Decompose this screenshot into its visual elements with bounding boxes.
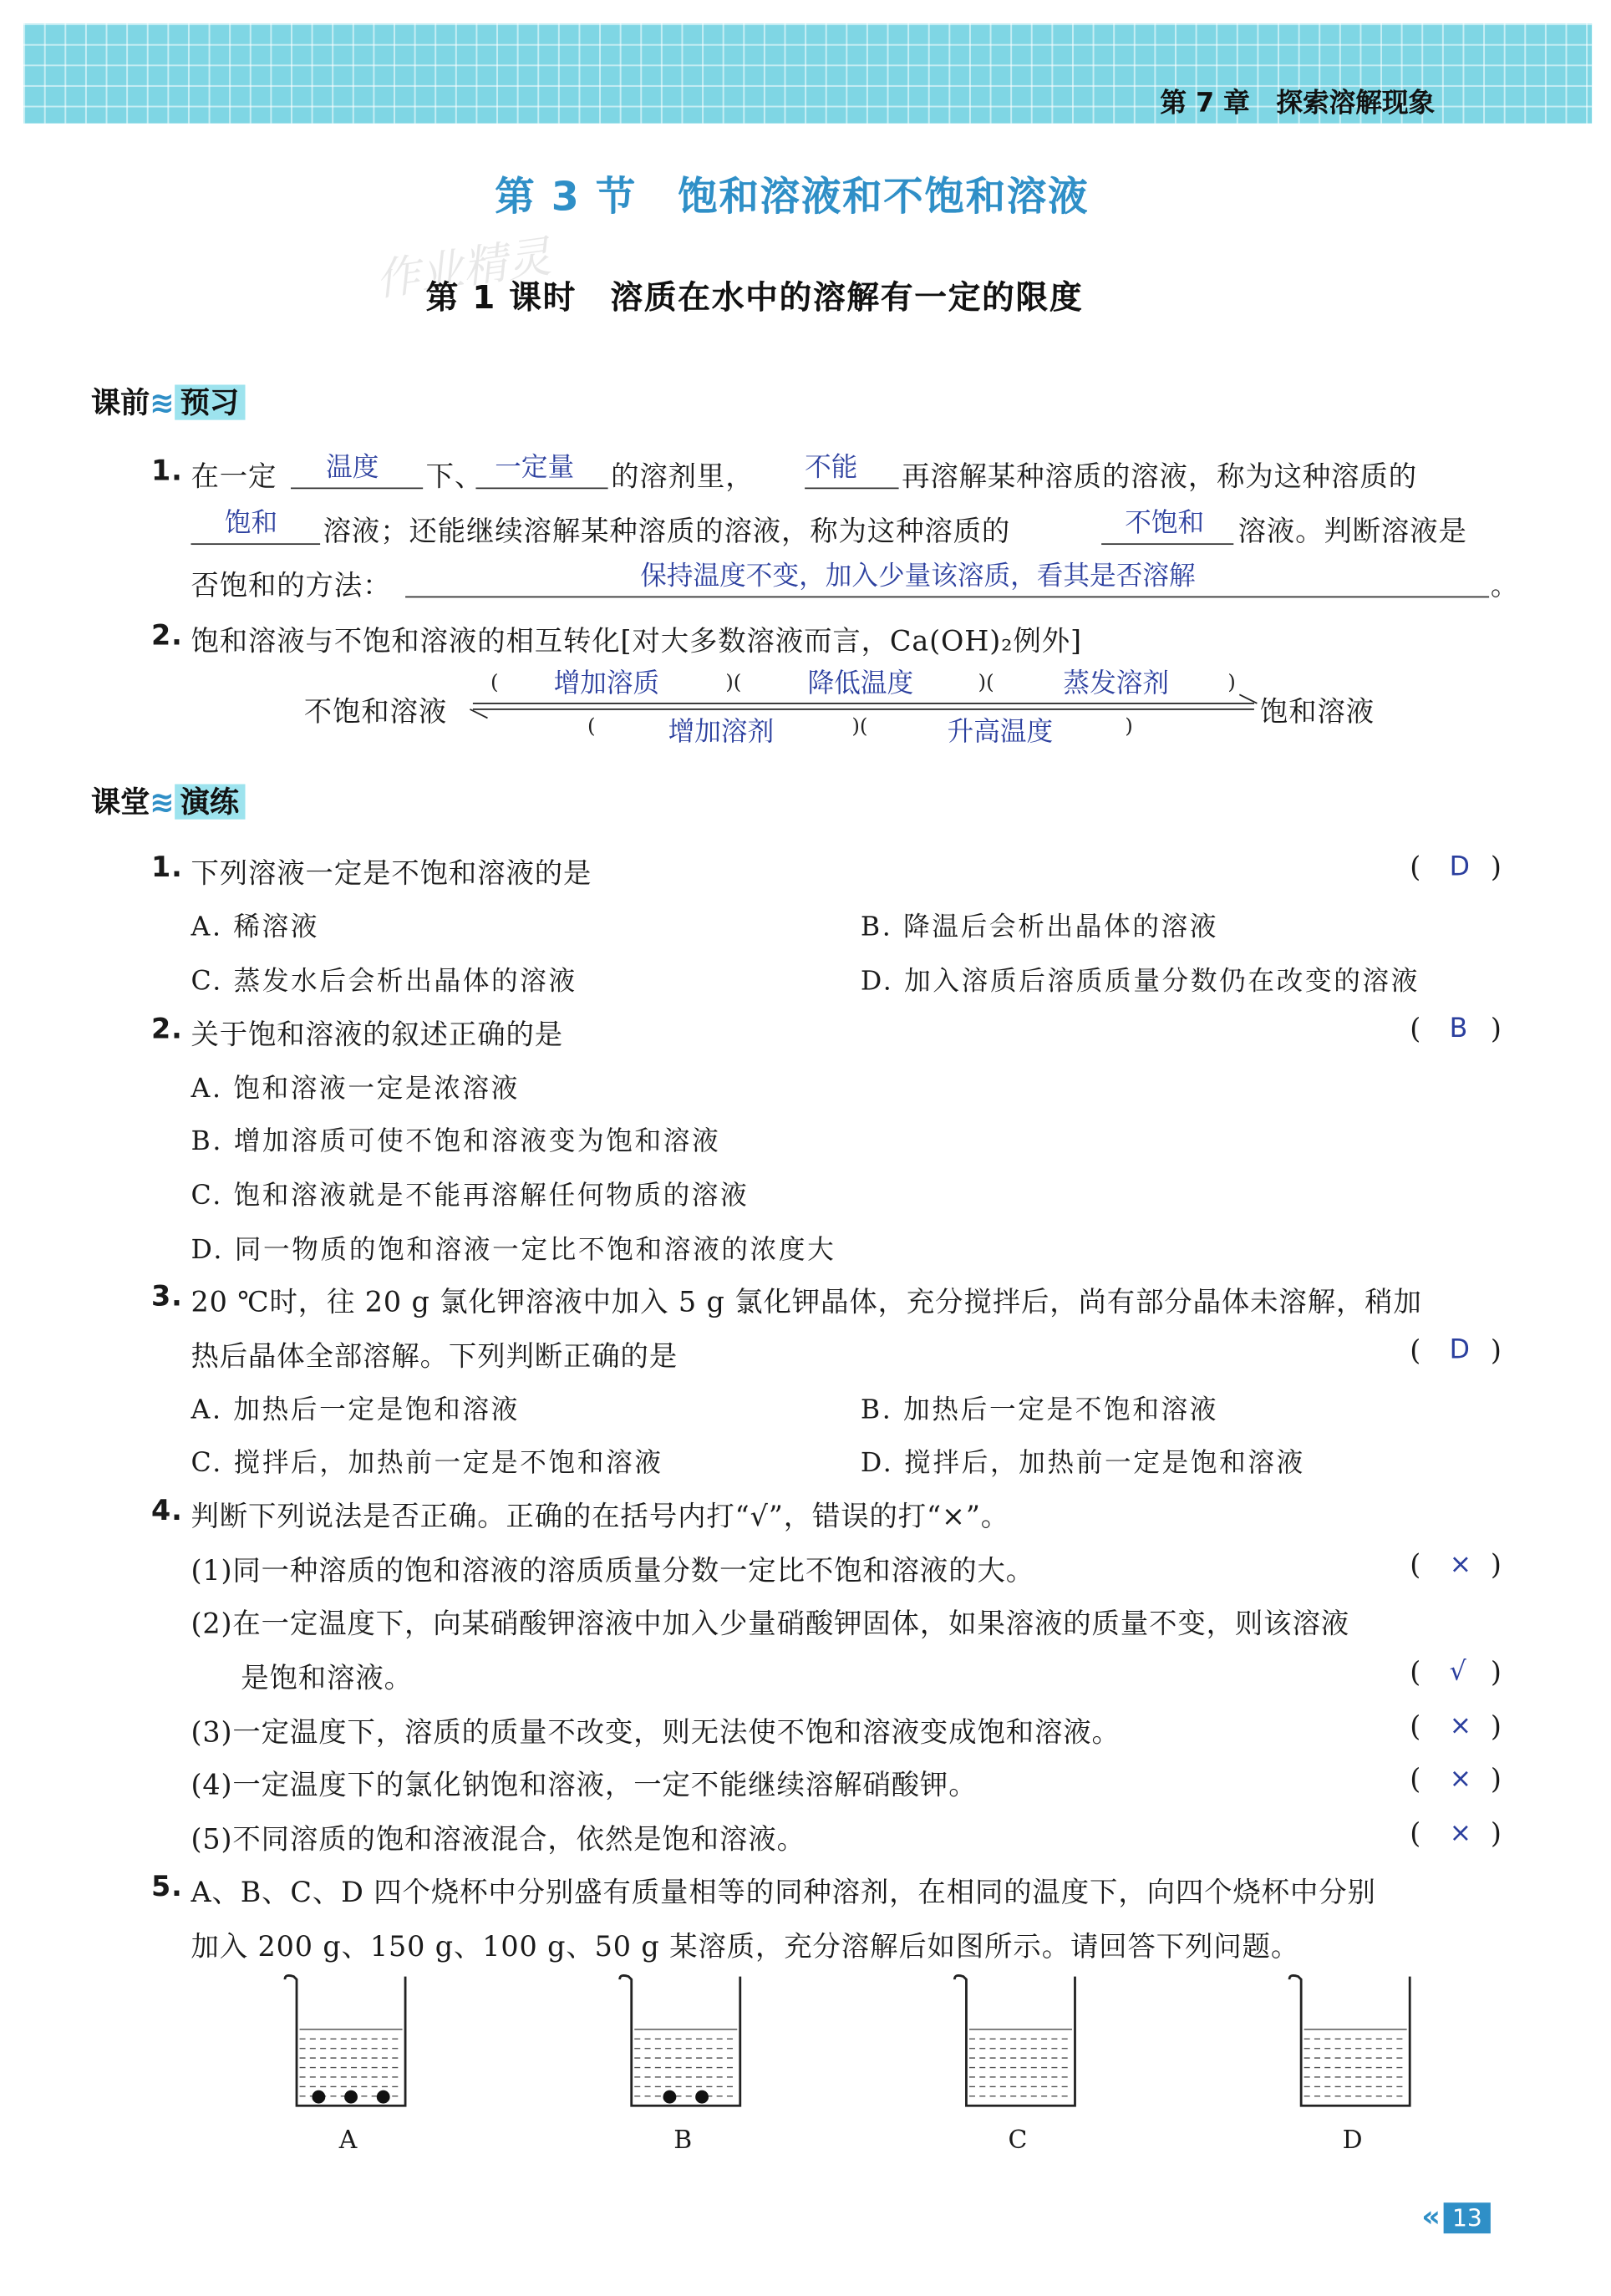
lesson-title: 第 1 课时 溶质在水中的溶解有一定的限度 [425, 280, 1084, 317]
option: D. 加入溶质后溶质质量分数仍在改变的溶液 [860, 966, 1420, 998]
svg-text:)(: )( [978, 669, 994, 694]
judgement-item: (5)不同溶质的饱和溶液混合，依然是饱和溶液。 [191, 1823, 806, 1857]
conversion-right: 饱和溶液 [1259, 696, 1375, 729]
judgement-item: (4)一定温度下的氯化钠饱和溶液，一定不能继续溶解硝酸钾。 [191, 1769, 978, 1802]
beaker-label: B [673, 2126, 693, 2156]
judgement-item: (3)一定温度下，溶质的质量不改变，则无法使不饱和溶液变成饱和溶液。 [191, 1716, 1121, 1750]
beaker-label: A [338, 2126, 358, 2156]
preview-heading: 课前≋ 预习 [91, 378, 245, 421]
beaker-d [1287, 1971, 1419, 2156]
option: D. 同一物质的饱和溶液一定比不饱和溶液的浓度大 [191, 1235, 836, 1266]
judgement-item: (2)在一定温度下，向某硝酸钾溶液中加入少量硝酸钾固体，如果溶液的质量不变，则该溶液 [191, 1608, 1350, 1641]
double-chevron-icon: « [1421, 2197, 1441, 2234]
beaker-label: D [1342, 2126, 1363, 2156]
blank-answer: 保持温度不变，加入少量该溶质，看其是否溶解 [640, 561, 1196, 592]
beaker-c [952, 1971, 1084, 2156]
answer-mark: B [1449, 1013, 1468, 1044]
option: C. 饱和溶液就是不能再溶解任何物质的溶液 [191, 1181, 750, 1211]
blank-answer: 温度 [326, 452, 379, 484]
answer-mark: × [1449, 1549, 1472, 1581]
blank-answer: 不饱和 [1125, 508, 1205, 540]
crystal-dot [663, 2090, 677, 2104]
svg-text:)(: )( [851, 713, 868, 738]
option: A. 稀溶液 [191, 912, 320, 943]
blank-answer: 不能 [805, 452, 858, 484]
crystal-dot [695, 2090, 709, 2104]
svg-text:): ) [1125, 713, 1133, 738]
page-number-badge: « 13 [1421, 2198, 1491, 2233]
answer-mark: √ [1449, 1656, 1466, 1688]
answer-mark: × [1449, 1710, 1472, 1742]
crystal-dot [377, 2090, 390, 2104]
svg-text:(: ( [490, 669, 499, 694]
conversion-answer: 蒸发溶剂 [1063, 668, 1169, 699]
answer-mark: D [1449, 851, 1471, 883]
conversion-left: 不饱和溶液 [303, 696, 448, 729]
answer-mark: × [1449, 1817, 1472, 1849]
blank-answer: 一定量 [495, 452, 575, 484]
option: B. 增加溶质可使不饱和溶液变为饱和溶液 [191, 1126, 721, 1157]
conversion-answer: 升高温度 [947, 716, 1054, 748]
header-chapter [1160, 82, 1435, 120]
option: B. 降温后会析出晶体的溶液 [860, 912, 1219, 943]
option: C. 蒸发水后会析出晶体的溶液 [191, 966, 577, 998]
beaker-b [617, 1971, 749, 2156]
option: C. 搅拌后，加热前一定是不饱和溶液 [191, 1447, 663, 1479]
beaker-a [282, 1971, 414, 2156]
answer-mark: D [1449, 1334, 1471, 1366]
practice-heading: 课堂≋ 演练 [91, 778, 245, 820]
judgement-item: (1)同一种溶质的饱和溶液的溶质质量分数一定比不饱和溶液的大。 [191, 1555, 1035, 1587]
conversion-answer: 降低温度 [807, 668, 914, 699]
option: A. 饱和溶液一定是浓溶液 [191, 1073, 521, 1105]
crystal-dot [344, 2090, 358, 2104]
svg-text:)(: )( [725, 669, 742, 694]
svg-text:): ) [1227, 669, 1236, 694]
answer-mark: × [1449, 1763, 1472, 1795]
crystal-dot [312, 2090, 325, 2104]
option: B. 加热后一定是不饱和溶液 [860, 1394, 1219, 1426]
judgement-item: 是饱和溶液。 [241, 1662, 413, 1695]
conversion-answer: 增加溶质 [553, 668, 660, 699]
chapter-number: 第 7 章 [1160, 88, 1250, 119]
option: A. 加热后一定是饱和溶液 [191, 1394, 521, 1426]
option: D. 搅拌后，加热前一定是饱和溶液 [860, 1447, 1305, 1479]
chapter-title: 探索溶解现象 [1276, 88, 1436, 119]
watermark: 作业精灵 [372, 231, 555, 307]
blank-answer: 饱和 [224, 508, 278, 540]
wave-icon: ≋ [150, 784, 175, 820]
section-title: 第 3 节 饱和溶液和不饱和溶液 [495, 175, 1090, 221]
svg-text:(: ( [587, 713, 596, 738]
beaker-label: C [1008, 2126, 1028, 2156]
wave-icon: ≋ [150, 384, 175, 420]
conversion-answer: 增加溶剂 [668, 716, 775, 748]
